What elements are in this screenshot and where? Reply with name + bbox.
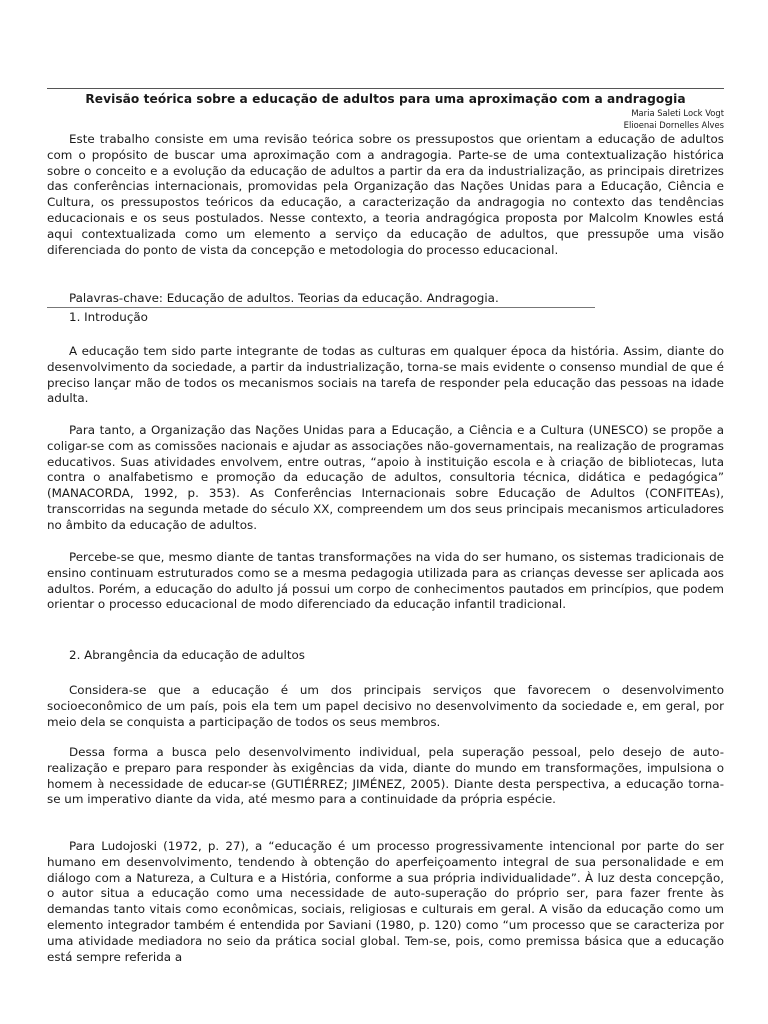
section-heading-scope: 2. Abrangência da educação de adultos: [69, 648, 305, 662]
body-paragraph: Dessa forma a busca pelo desenvolvimento individual, pela superação pessoal, pelo desejo de auto-realização e preparo para responder às exigências da vida, diante do mundo em transformações, impulsiona o homem à necessidade de educar-se (GUTIÉRREZ; JIMÉNEZ, 2005). Diante desta perspectiva, a educação torna-se um imperativo diante da vida, até mesmo para a continuidade da própria espécie.: [47, 745, 724, 807]
body-paragraph: Percebe-se que, mesmo diante de tantas transformações na vida do ser humano, os sistemas tradicionais de ensino continuam estruturados como se a mesma pedagogia utilizada para as crianças devesse ser aplicada aos adultos. Porém, a educação do adulto já possui um corpo de conhecimentos pautados em princípios, que podem orientar o processo educacional de modo diferenciado da educação infantil tradicional.: [47, 550, 724, 612]
document-title: Revisão teórica sobre a educação de adultos para uma aproximação com a andragogia: [85, 92, 686, 106]
section-heading-introduction: 1. Introdução: [69, 310, 148, 324]
body-paragraph: Para Ludojoski (1972, p. 27), a “educação é um processo progressivamente intencional por parte do ser humano em desenvolvimento, tendendo à obtenção do aperfeiçoamento integral de sua personalidade e em diálogo com a Natureza, a Cultura e a História, conforme a sua própria individualidade”. À luz desta concepção, o autor situa a educação como uma necessidade de auto-superação do próprio ser, para fazer frente às demandas tanto vitais como econômicas, sociais, religiosas e culturais em geral. A visão da educação como um elemento integrador também é entendida por Saviani (1980, p. 120) como “um processo que se caracteriza por uma atividade mediadora no seio da prática social global. Tem-se, pois, como premissa básica que a educação está sempre referida a: [47, 839, 724, 964]
body-paragraph: Para tanto, a Organização das Nações Unidas para a Educação, a Ciência e a Cultura (UNESCO) se propõe a coligar-se com as comissões nacionais e ajudar as associações não-governamentais, na realização de programas educativos. Suas atividades envolvem, entre outras, “apoio à instituição escola e à criação de bibliotecas, luta contra o analfabetismo e promoção da educação de adultos, consultoria técnica, didática e pedagógica” (MANACORDA, 1992, p. 353). As Conferências Internacionais sobre Educação de Adultos (CONFITEAs), transcorridas na segunda metade do século XX, compreendem um dos seus principais mecanismos articuladores no âmbito da educação de adultos.: [47, 423, 724, 532]
keywords-rule: [47, 307, 595, 308]
body-paragraph: A educação tem sido parte integrante de todas as culturas em qualquer época da história. Assim, diante do desenvolvimento da sociedade, a partir da industrialização, torna-se mais evidente o consenso mundial de que é preciso lançar mão de todos os mecanismos sociais na tarefa de responder pela educação das pessoas na idade adulta.: [47, 344, 724, 406]
author-block: [624, 108, 724, 131]
title-top-rule: [47, 88, 724, 89]
author-name: Maria Saleti Lock Vogt: [631, 108, 724, 118]
author-name: Elioenai Dornelles Alves: [623, 119, 724, 130]
keywords-line: Palavras-chave: Educação de adultos. Teorias da educação. Andragogia.: [69, 291, 499, 305]
abstract-paragraph: Este trabalho consiste em uma revisão teórica sobre os pressupostos que orientam a educação de adultos com o propósito de buscar uma aproximação com a andragogia. Parte-se de uma contextualização histórica sobre o conceito e a evolução da educação de adultos a partir da era da industrialização, as principais diretrizes das conferências internacionais, promovidas pela Organização das Nações Unidas para a Educação, Ciência e Cultura, os pressupostos teóricos da educação, a caracterização da andragogia no contexto das tendências educacionais e os seus postulados. Nesse contexto, a teoria andragógica proposta por Malcolm Knowles está aqui contextualizada como um elemento a serviço da educação de adultos, que pressupõe uma visão diferenciada do ponto de vista da concepção e metodologia do processo educacional.: [47, 132, 724, 257]
body-paragraph: Considera-se que a educação é um dos principais serviços que favorecem o desenvolvimento socioeconômico de um país, pois ela tem um papel decisivo no desenvolvimento da sociedade e, em geral, por meio dela se conquista a participação de todos os seus membros.: [47, 683, 724, 729]
